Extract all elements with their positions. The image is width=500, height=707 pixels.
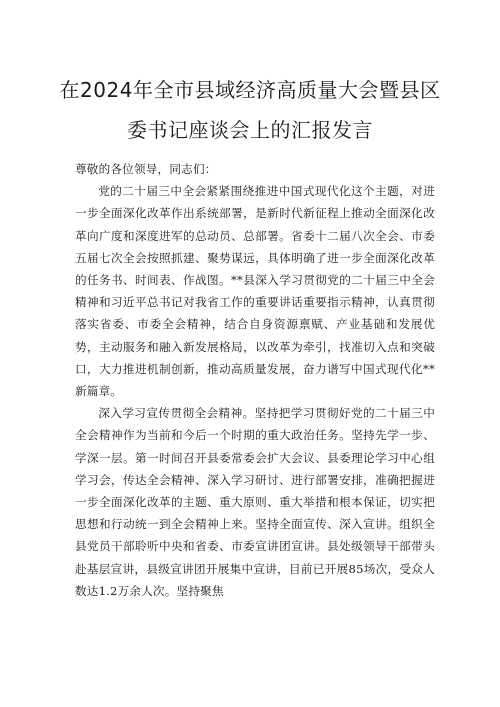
salutation: 尊敬的各位领导，同志们： [75,162,217,176]
document-title-line-2: 委书记座谈会上的汇报发言 [127,118,373,142]
document-body [75,158,435,602]
paragraph-1: 党的二十届三中全会紧紧围绕推进中国式现代化这个主题，对进一步全面深化改革作出系统部署，是新时代新征程上推动全面深化改革向广度和深度进军的总动员、总部署。省委十二届八次全会、市委五届七次全会按照抓建、聚势谋远，具体明确了进一步全面深化改革的任务书、时间表、作战图。**县深入学习贯彻党的二十届三中全会精神和习近平总书记对我省工作的重要讲话重要指示精神，认真贯彻落实省委、市委全会精神，结合自身资源禀赋、产业基础和发展优势，主动服务和融入新发展格局，以改革为牵引，找准切入点和突破口，大力推进机制创新，推动高质量发展，奋力谱写中国式现代化**新篇章。 [75,184,435,399]
paragraph-2: 深入学习宣传贯彻全会精神。坚持把学习贯彻好党的二十届三中全会精神作为当前和今后一个时期的重大政治任务。坚持先学一步、学深一层。第一时间召开县委常委会扩大会议、县委理论学习中心组学习会，传达全会精神、深入学习研讨、进行部署安排，准确把握进一步全面深化改革的主题、重大原则、重大举措和根本保证，切实把思想和行动统一到全会精神上来。坚持全面宣传、深入宣讲。组织全县党员干部聆听中央和省委、市委宣讲团宣讲。县处级领导干部带头赴基层宣讲，县级宣讲团开展集中宣讲，目前已开展85场次，受众人数达1.2万余人次。坚持聚焦 [75,406,435,598]
document-title-line-1: 在2024年全市县域经济高质量大会暨县区 [59,78,441,102]
